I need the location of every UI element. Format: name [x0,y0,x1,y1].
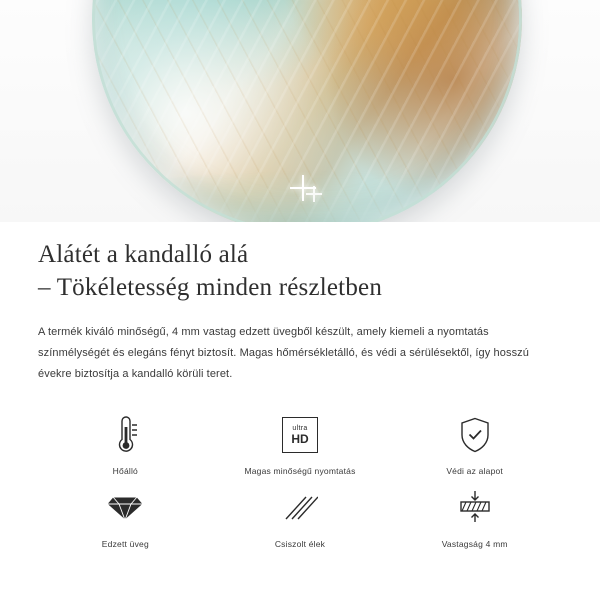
headline-line-2: – Tökéletesség minden részletben [38,274,383,301]
feature-item-thickness [387,486,562,549]
thermometer-icon [108,413,142,457]
thickness-arrows-icon [455,486,495,530]
polished-edges-icon [282,486,318,530]
feature-label: Védi az alapot [446,466,503,476]
feature-item-heat-resistant [38,413,213,476]
hero-image [0,0,600,222]
content-area [0,238,600,549]
feature-label: Vastagság 4 mm [441,539,508,549]
headline-line-1: Alátét a kandalló alá [38,241,249,268]
feature-label: Edzett üveg [101,539,149,549]
description-paragraph: A termék kiváló minőségű, 4 mm vastag edzett üvegből készült, amely kiemeli a nyomtatás színmélységét és elegáns fényt biztosít. Magas hőmérsékletálló, és védi a sérülésektől, így hosszú évekre biztosítja a kandalló körüli teret. [38,326,529,380]
feature-label: Magas minőségű nyomtatás [244,466,356,476]
diamond-icon [105,486,145,530]
feature-label: Csiszolt élek [274,539,326,549]
ultra-hd-badge-bottom: HD [291,432,309,446]
feature-item-protects-surface [387,413,562,476]
ultra-hd-icon [282,413,318,457]
feature-grid [38,413,562,549]
round-glass-board [92,0,522,222]
ultra-hd-badge-top: ultra [292,425,308,432]
feature-item-tempered-glass [38,486,213,549]
shield-check-icon [457,413,493,457]
feature-item-polished-edges [213,486,388,549]
page-title [38,238,562,304]
feature-item-print-quality [213,413,388,476]
feature-label: Hőálló [112,466,138,476]
